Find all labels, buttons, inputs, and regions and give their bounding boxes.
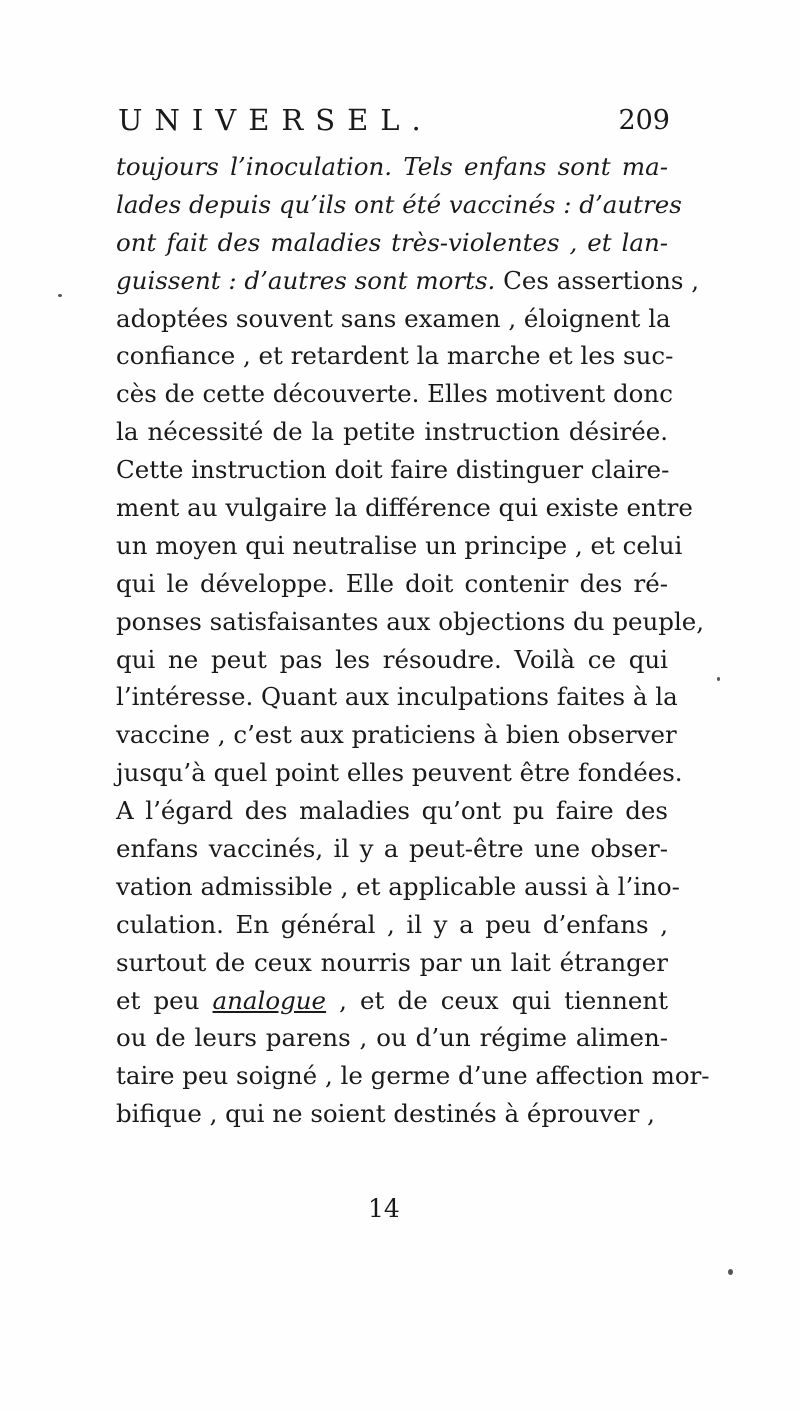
signature-mark: 14 bbox=[368, 1194, 400, 1223]
text-line bbox=[116, 641, 668, 679]
text-line bbox=[116, 792, 668, 830]
text-line bbox=[116, 186, 682, 224]
body-text bbox=[116, 148, 710, 1133]
text-segment: taire peu soigné , le germe d’une affection mor- bbox=[116, 1061, 710, 1091]
text-segment: culation. En général , il y a peu d’enfans , bbox=[116, 909, 668, 939]
page-number: 209 bbox=[618, 105, 670, 136]
italic-text: toujours l’inoculation. Tels enfans sont ma- bbox=[116, 152, 668, 181]
text-line bbox=[116, 489, 693, 527]
text-segment: ment au vulgaire la différence qui existe entre bbox=[116, 493, 693, 523]
text-line bbox=[116, 603, 705, 641]
text-segment: surtout de ceux nourris par un lait étranger bbox=[116, 947, 668, 977]
page-header bbox=[110, 103, 670, 147]
text-segment: Ces assertions , bbox=[495, 265, 700, 295]
text-segment: jusqu’à quel point elles peuvent être fondées. bbox=[116, 758, 683, 788]
text-line bbox=[116, 830, 668, 868]
text-line bbox=[116, 262, 700, 300]
text-segment: ponses satisfaisantes aux objections du peuple, bbox=[116, 606, 705, 636]
text-line bbox=[116, 906, 668, 944]
text-line bbox=[116, 944, 668, 982]
text-line bbox=[116, 565, 668, 603]
text-segment: la nécessité de la petite instruction désirée. bbox=[116, 417, 668, 447]
text-line bbox=[116, 451, 668, 489]
text-line bbox=[116, 1095, 668, 1133]
text-segment: , et de ceux qui tiennent bbox=[326, 985, 668, 1015]
text-line bbox=[116, 868, 680, 906]
text-line bbox=[116, 148, 668, 186]
italic-text: guissent : d’autres sont morts. bbox=[116, 265, 496, 295]
text-segment: adoptées souvent sans examen , éloignent la bbox=[116, 303, 671, 333]
text-line bbox=[116, 337, 674, 375]
text-segment: bifique , qui ne soient destinés à éprouver , bbox=[116, 1099, 655, 1129]
text-line bbox=[116, 1057, 710, 1095]
text-segment: vation admissible , et applicable aussi à l’ino- bbox=[116, 871, 680, 901]
text-segment: Cette instruction doit faire distinguer claire- bbox=[116, 455, 670, 485]
text-segment: l’intéresse. Quant aux inculpations faites à la bbox=[116, 682, 678, 712]
text-segment: qui ne peut pas les résoudre. Voilà ce qui bbox=[116, 644, 668, 674]
text-line bbox=[116, 375, 673, 413]
text-segment: ou de leurs parens , ou d’un régime alimen- bbox=[116, 1023, 668, 1053]
text-segment: vaccine , c’est aux praticiens à bien observer bbox=[116, 720, 677, 750]
text-segment: cès de cette découverte. Elles motivent donc bbox=[116, 379, 673, 409]
paper-speck bbox=[717, 677, 720, 681]
text-line bbox=[116, 300, 671, 338]
text-segment: enfans vaccinés, il y a peut-être une obser- bbox=[116, 834, 668, 864]
text-line bbox=[116, 678, 678, 716]
text-line bbox=[116, 754, 683, 792]
paper-speck bbox=[58, 294, 62, 297]
underlined-word: analogue bbox=[212, 985, 327, 1015]
paper-speck bbox=[728, 1269, 733, 1275]
text-line bbox=[116, 716, 677, 754]
text-segment: A l’égard des maladies qu’ont pu faire des bbox=[116, 796, 668, 826]
text-line bbox=[116, 982, 668, 1020]
text-line bbox=[116, 1019, 668, 1057]
text-segment: un moyen qui neutralise un principe , et celui bbox=[116, 530, 683, 560]
text-segment: qui le développe. Elle doit contenir des ré- bbox=[116, 568, 668, 598]
text-segment: confiance , et retardent la marche et les suc- bbox=[116, 341, 674, 371]
text-line bbox=[116, 224, 668, 262]
italic-text: lades depuis qu’ils ont été vaccinés : d’autres bbox=[116, 189, 682, 219]
text-segment: et peu bbox=[116, 985, 213, 1015]
italic-text: ont fait des maladies très-violentes , et lan- bbox=[116, 227, 668, 257]
running-head: UNIVERSEL. bbox=[118, 103, 433, 137]
text-line bbox=[116, 413, 668, 451]
text-line bbox=[116, 527, 683, 565]
